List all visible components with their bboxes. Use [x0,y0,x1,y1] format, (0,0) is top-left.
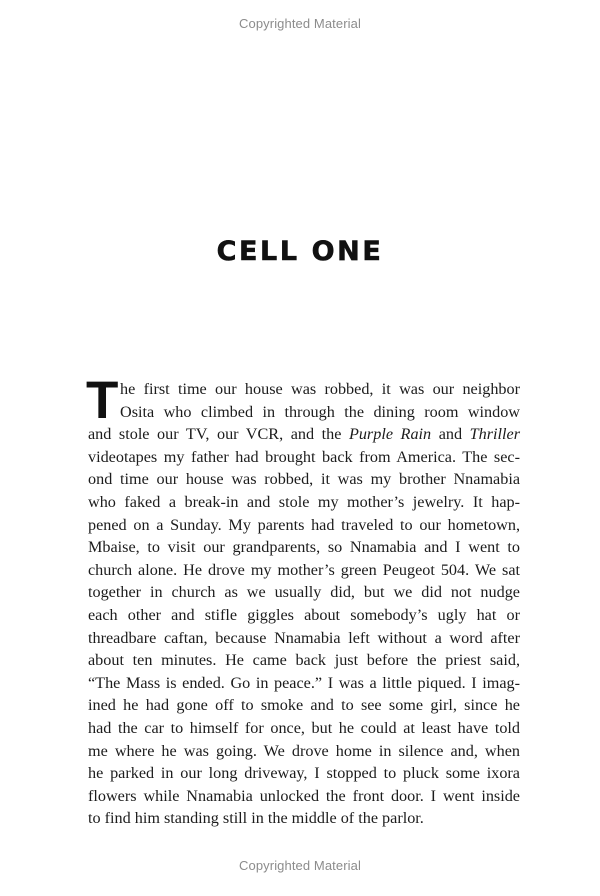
text-line: me where he was going. We drove home in silence and, when [88,741,520,760]
text-line: ond time our house was robbed, it was my brother Nnamabia [88,470,520,489]
text-line: each other and stifle giggles about somebody’s ugly hat or [88,605,520,624]
text-line: Mbaise, to visit our grandparents, so Nnamabia and I went to [88,538,520,557]
chapter-title: CELL ONE [216,236,384,267]
text-line: flowers while Nnamabia unlocked the front door. I went inside [88,786,520,805]
drop-cap: T [86,371,119,430]
text-line: to find him standing still in the middle of the parlor. [88,809,424,828]
chapter-body-text [86,371,520,830]
text-line: together in church as we usually did, but we did not nudge [88,583,520,602]
text-line: he parked in our long driveway, I stopped to pluck some ixora [88,764,520,783]
text-line: “The Mass is ended. Go in peace.” I was a little piqued. I imag- [88,673,520,692]
text-line: videotapes my father had brought back from America. The sec- [88,447,520,466]
italic-title-purple-rain: Purple Rain [348,425,432,444]
text-line: Osita who climbed in through the dining room window [120,402,520,421]
text-line: church alone. He drove my mother’s green Peugeot 504. We sat [88,560,520,579]
text-line: had the car to himself for once, but he could at least have told [88,718,520,737]
text-line: who faked a break-in and stole my mother’s jewelry. It hap- [88,492,520,511]
text-line: and stole our TV, our VCR, and the Purple Rain and Thriller [88,425,520,444]
text-line: ined he had gone off to smoke and to see some girl, since he [88,696,520,715]
copyright-watermark-bottom: Copyrighted Material [239,858,361,873]
text-line: pened on a Sunday. My parents had traveled to our hometown, [88,515,520,534]
copyright-watermark-top: Copyrighted Material [239,16,361,31]
text-line: threadbare caftan, because Nnamabia left without a word after [88,628,520,647]
text-line: about ten minutes. He came back just before the priest said, [88,651,520,670]
text-line: he first time our house was robbed, it was our neighbor [120,380,520,398]
italic-title-thriller: Thriller [469,425,520,444]
